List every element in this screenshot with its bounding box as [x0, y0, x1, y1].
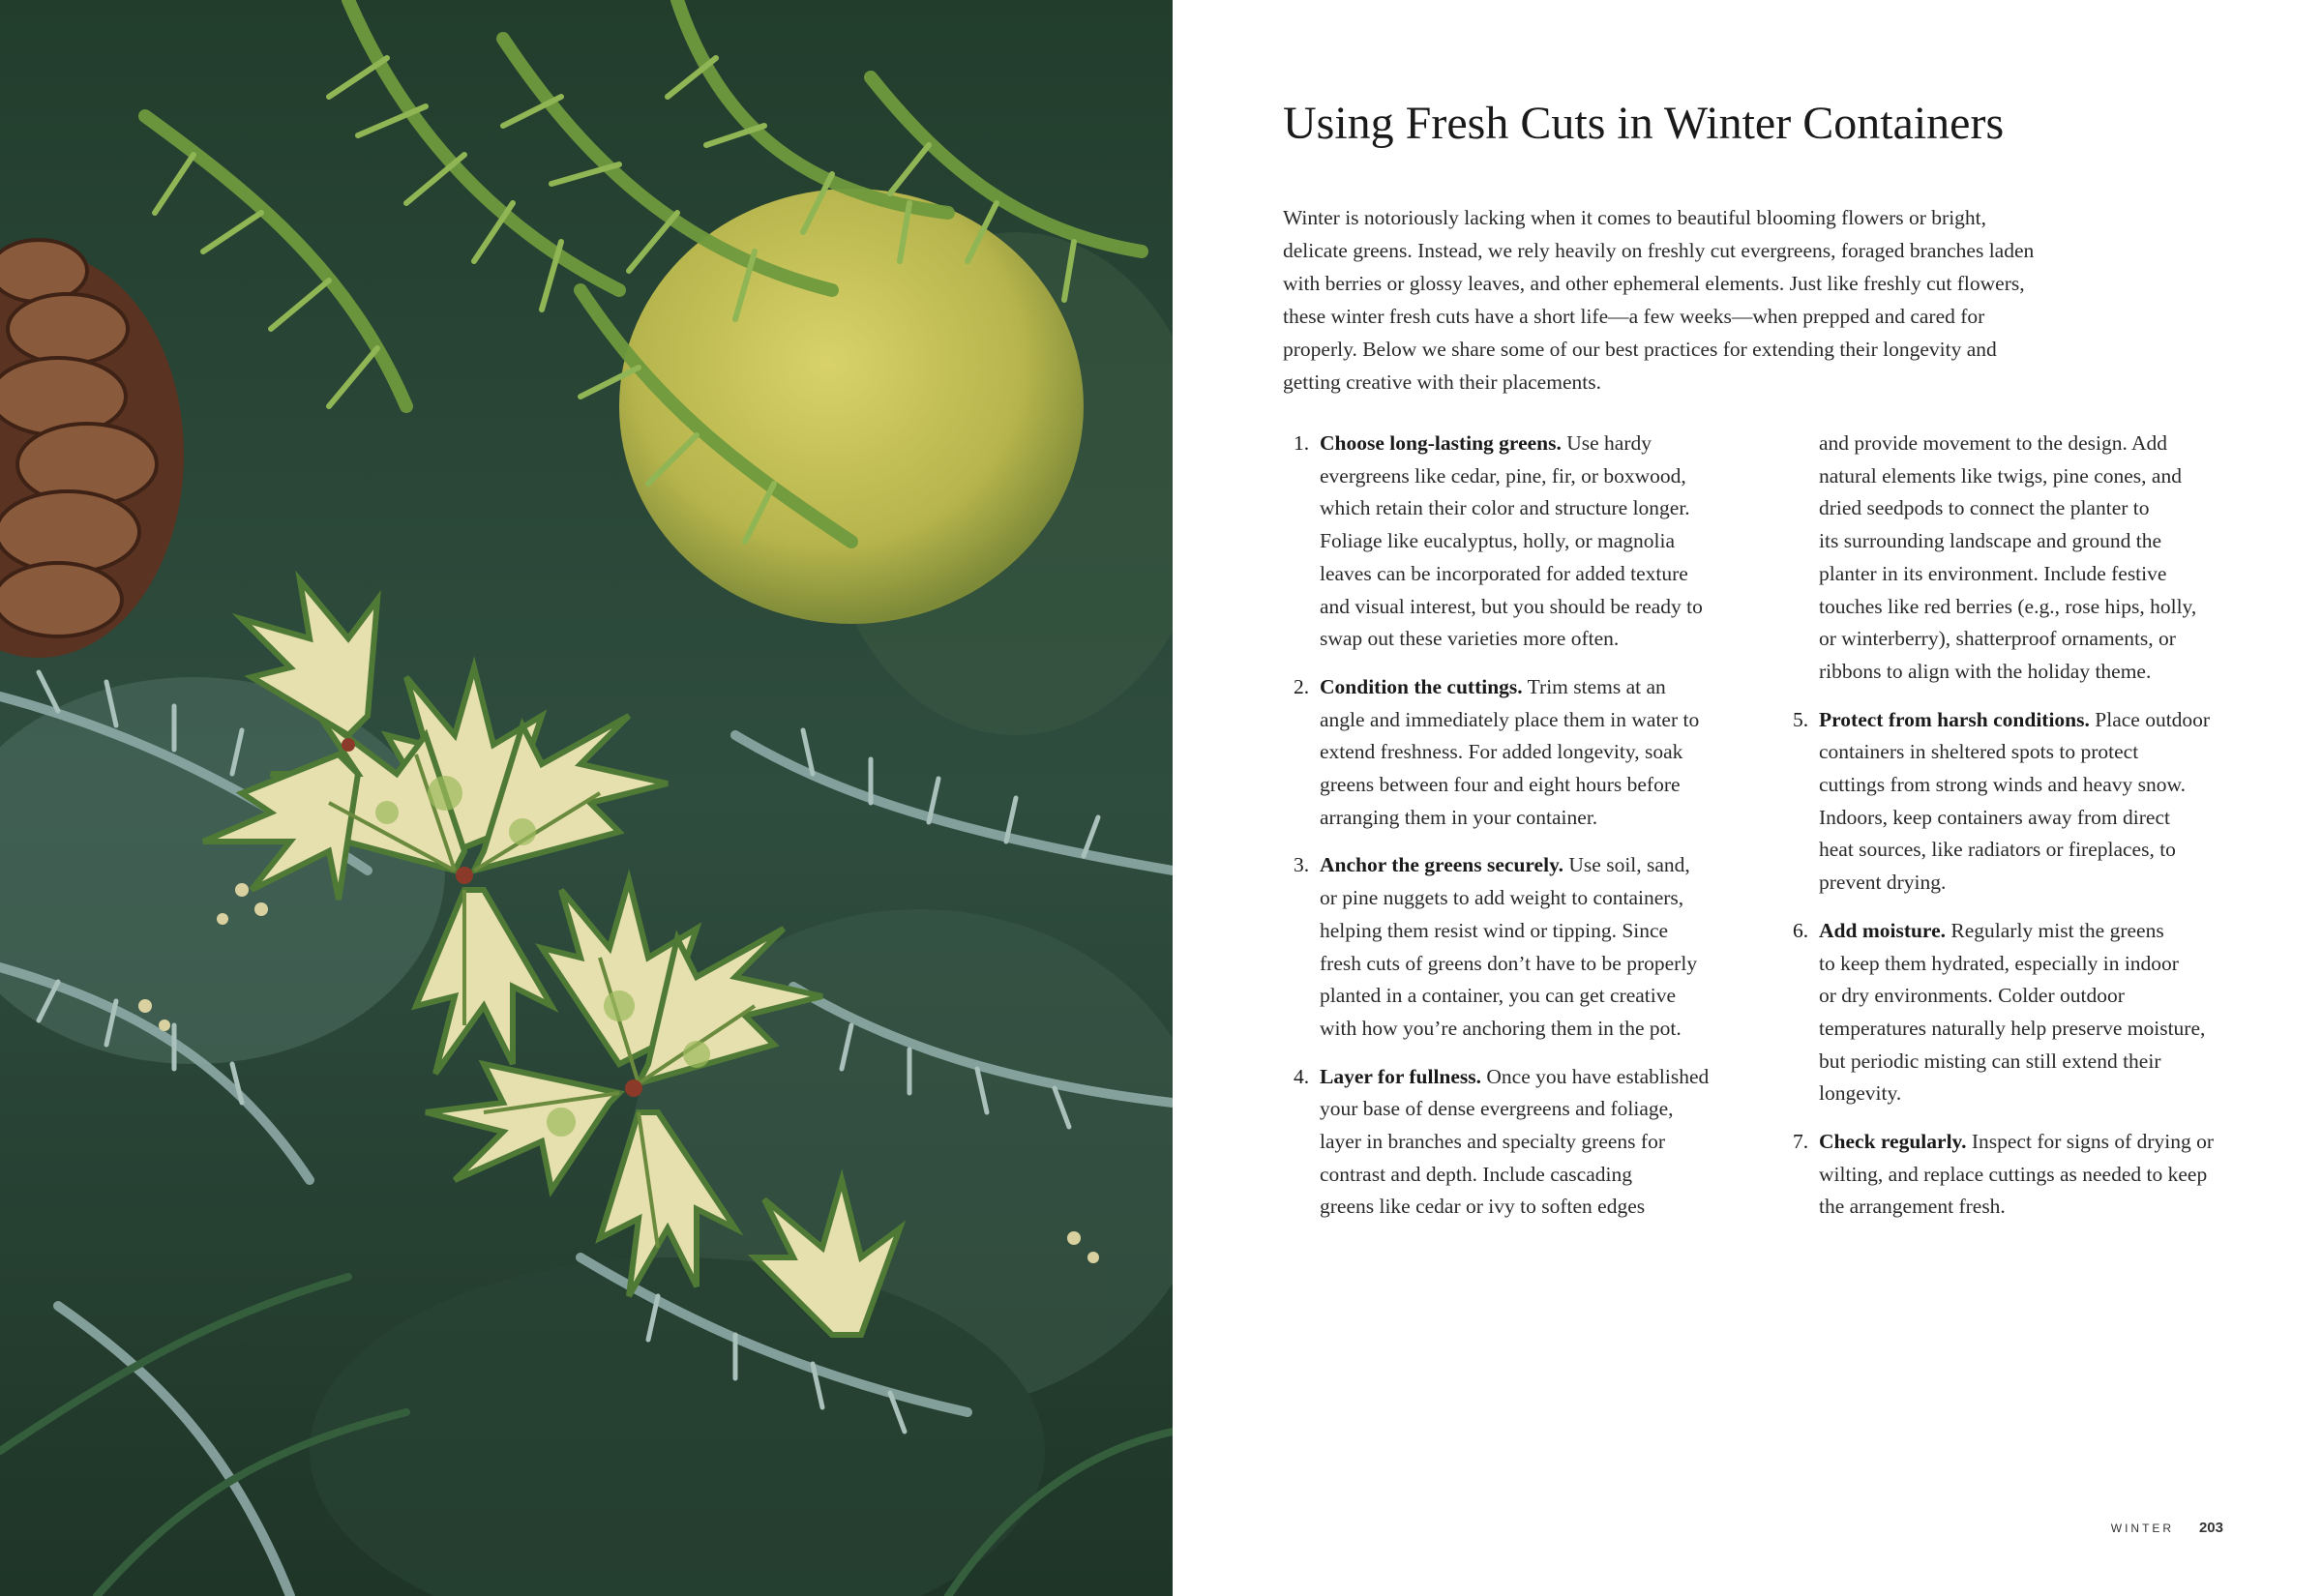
- tip-heading: Protect from harsh conditions.: [1819, 707, 2090, 731]
- page-title: Using Fresh Cuts in Winter Containers: [1283, 98, 2005, 149]
- tip-first-line: [1320, 671, 1747, 704]
- tip-line: or winterberry), shatterproof ornaments, or: [1819, 627, 2176, 651]
- tip-line: which retain their color and structure longer.: [1320, 496, 1690, 520]
- tip-line: prevent drying.: [1819, 871, 1947, 895]
- tip-line: evergreens like cedar, pine, fir, or boxwood,: [1320, 463, 1686, 488]
- tip-line: leaves can be incorporated for added texture: [1320, 561, 1688, 585]
- tip-item-2: [1283, 671, 1747, 835]
- tip-number: 4.: [1294, 1064, 1310, 1088]
- tip-line: dried seedpods to connect the planter to: [1819, 496, 2150, 520]
- tip-line: Indoors, keep containers away from direct: [1819, 805, 2170, 829]
- tip-first-line: [1320, 849, 1747, 882]
- tip-line: with how you’re anchoring them in the pot.: [1320, 1016, 1682, 1040]
- tip-heading: Layer for fullness.: [1320, 1064, 1482, 1088]
- tip-item-5: [1782, 704, 2285, 900]
- tip-line: planter in its environment. Include festive: [1819, 561, 2167, 585]
- tip-line: swap out these varieties more often.: [1320, 627, 1620, 651]
- intro-line: Winter is notoriously lacking when it comes to beautiful blooming flowers or bright,: [1283, 206, 1987, 229]
- tip-item-4: [1283, 1061, 1747, 1225]
- tip-line: ribbons to align with the holiday theme.: [1819, 659, 2152, 683]
- tip-number: 6.: [1793, 918, 1809, 942]
- tip-text: Regularly mist the greens: [1946, 918, 2164, 942]
- tip-text: Once you have established: [1481, 1064, 1710, 1088]
- tip-item-7: [1782, 1126, 2285, 1224]
- section-label: WINTER: [2110, 1522, 2175, 1535]
- tip-line: extend freshness. For added longevity, soak: [1320, 740, 1683, 764]
- tip-number: 1.: [1294, 431, 1310, 455]
- tip-line: to keep them hydrated, especially in indoor: [1819, 951, 2179, 975]
- tip-line: greens like cedar or ivy to soften edges: [1320, 1195, 1646, 1219]
- tip-text: Inspect for signs of drying or: [1966, 1130, 2215, 1154]
- tip-line: greens between four and eight hours before: [1320, 773, 1681, 797]
- tip-line: natural elements like twigs, pine cones, and: [1819, 463, 2182, 488]
- tip-line: its surrounding landscape and ground the: [1819, 529, 2162, 553]
- tip-line: or pine nuggets to add weight to containers,: [1320, 886, 1684, 910]
- tip-line: or dry environments. Colder outdoor: [1819, 984, 2125, 1008]
- tip-line: helping them resist wind or tipping. Since: [1320, 918, 1669, 942]
- tips-list-right: [1782, 428, 2285, 1239]
- intro-line: delicate greens. Instead, we rely heavily on freshly cut evergreens, foraged branches laden: [1283, 239, 2035, 262]
- tip-item-3: [1283, 849, 1747, 1045]
- tip-line: Foliage like eucalyptus, holly, or magnolia: [1320, 529, 1676, 553]
- tip-first-line: [1819, 915, 2285, 948]
- tip-line: cuttings from strong winds and heavy snow.: [1819, 773, 2186, 797]
- tip-item-1: [1283, 428, 1747, 656]
- tip-line: and visual interest, but you should be ready to: [1320, 594, 1703, 618]
- page-folio: [2111, 1520, 2223, 1536]
- tip-line: wilting, and replace cuttings as needed to keep: [1819, 1162, 2208, 1186]
- tip-line: contrast and depth. Include cascading: [1320, 1162, 1632, 1186]
- tip-line: your base of dense evergreens and foliage,: [1320, 1097, 1674, 1121]
- intro-line: with berries or glossy leaves, and other ephemeral elements. Just like freshly cut flowers,: [1283, 272, 2025, 295]
- tip-line: arranging them in your container.: [1320, 805, 1598, 829]
- tip-text: Use soil, sand,: [1563, 853, 1690, 877]
- text-page: [1173, 0, 2322, 1596]
- tip-line: temperatures naturally help preserve moisture,: [1819, 1016, 2206, 1040]
- tip-first-line: [1819, 704, 2285, 737]
- tip-number: 3.: [1294, 853, 1310, 877]
- tip-number: 5.: [1793, 707, 1809, 731]
- tip-line: planted in a container, you can get creative: [1320, 984, 1677, 1008]
- tip-text: Trim stems at an: [1522, 674, 1666, 698]
- intro-line: these winter fresh cuts have a short life—a few weeks—when prepped and cared for: [1283, 305, 1985, 328]
- tip-first-line: [1320, 428, 1747, 460]
- tip-item-6: [1782, 915, 2285, 1110]
- tip-first-line: [1320, 1061, 1747, 1094]
- tip-heading: Anchor the greens securely.: [1320, 853, 1564, 877]
- tip-4-continuation: [1782, 428, 2285, 689]
- tip-line: angle and immediately place them in water to: [1320, 707, 1700, 731]
- tip-heading: Check regularly.: [1819, 1130, 1967, 1154]
- tip-heading: Choose long-lasting greens.: [1320, 431, 1562, 455]
- intro-line: properly. Below we share some of our best practices for extending their longevity and: [1283, 338, 1997, 361]
- tip-heading: Condition the cuttings.: [1320, 674, 1523, 698]
- page-number: 203: [2198, 1520, 2223, 1536]
- intro-line: getting creative with their placements.: [1283, 370, 1601, 394]
- tip-number: 7.: [1793, 1130, 1809, 1154]
- tip-line: and provide movement to the design. Add: [1819, 431, 2168, 455]
- tip-line: containers in sheltered spots to protect: [1819, 740, 2139, 764]
- tip-line: touches like red berries (e.g., rose hips, holly,: [1819, 594, 2197, 618]
- tip-line: layer in branches and specialty greens for: [1320, 1130, 1665, 1154]
- tip-number: 2.: [1294, 674, 1310, 698]
- tips-list-left: [1283, 428, 1747, 1239]
- tip-text: Place outdoor: [2089, 707, 2211, 731]
- tip-line: longevity.: [1819, 1081, 1902, 1106]
- intro-paragraph: [1283, 201, 2086, 399]
- tip-first-line: [1819, 1126, 2285, 1159]
- tip-heading: Add moisture.: [1819, 918, 1947, 942]
- tip-line: the arrangement fresh.: [1819, 1195, 2006, 1219]
- tip-line: heat sources, like radiators or fireplaces, to: [1819, 838, 2176, 862]
- tip-line: but periodic misting can still extend their: [1819, 1049, 2161, 1073]
- tip-line: fresh cuts of greens don’t have to be properly: [1320, 951, 1698, 975]
- tip-text: Use hardy: [1561, 431, 1652, 455]
